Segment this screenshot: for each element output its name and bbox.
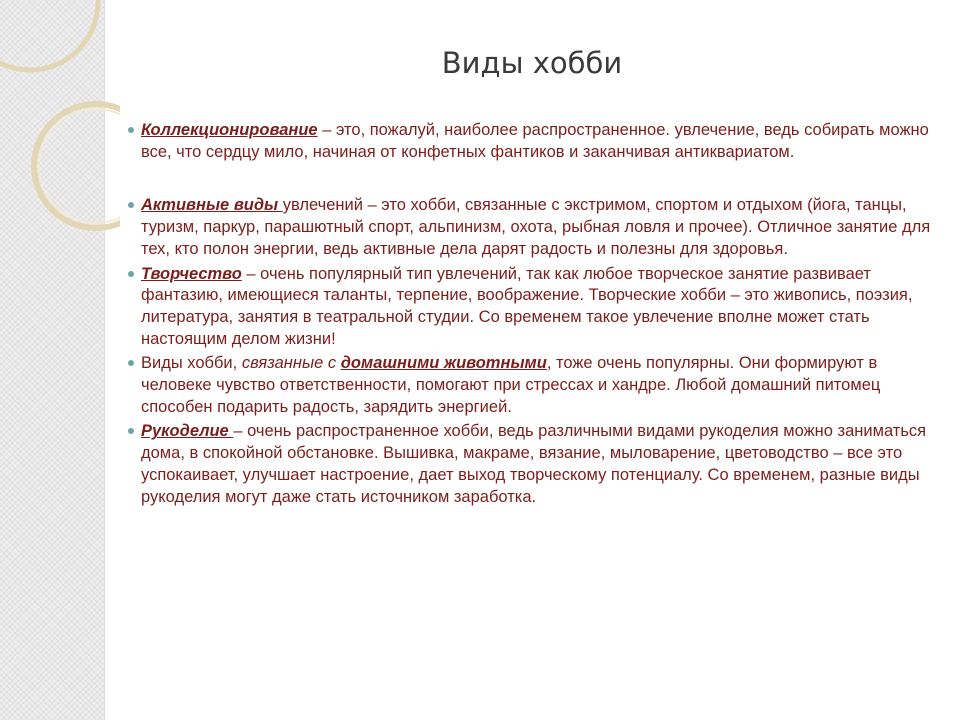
item-text: – очень распространенное хобби, ведь различными видами рукоделия можно заниматься дома, в спокойной обстановке. Вышивка, макраме, вязание, мыловарение, цветоводство – все это успокаивает, улучшает настроение, дает выход творческому потенциалу. Со временем, разные виды рукоделия могут даже стать источником заработка. xyxy=(141,422,927,506)
item-text: – очень популярный тип увлечений, так как любое творческое занятие развивает фантазию, имеющиеся таланты, терпение, воображение. Творческие хобби – это живопись, поэзия, литература, занятия в театральной студии. Со временем такое увлечение вполне может стать настоящим делом жизни! xyxy=(141,264,913,348)
item-text: , тоже очень популярны. Они формируют в человеке чувство ответственности, помогают при стрессах и хандре. Любой домашний питомец способен подарить радость, зарядить энергией. xyxy=(141,354,881,416)
item-text: увлечений – это хобби, связанные с экстримом, спортом и отдыхом (йога, танцы, туризм, паркур, парашютный спорт, альпинизм, охота, рыбная ловля и прочее). Отличное занятие для тех, кто полон энергии, ведь активные дела дарят радость и полезны для здоровья. xyxy=(141,196,931,258)
list-item-collecting xyxy=(128,120,938,163)
item-text: – это, пожалуй, наиболее распространенное. увлечение, ведь собирать можно все, что сердцу мило, начиная от конфетных фантиков и заканчивая антиквариатом. xyxy=(141,121,929,161)
bullet-icon xyxy=(128,360,134,366)
term-handicraft: Рукоделие xyxy=(141,422,234,441)
term-pets: домашними животными xyxy=(340,354,547,373)
list-item-handicraft xyxy=(128,421,938,508)
list-item-active xyxy=(128,195,938,260)
bullet-icon xyxy=(128,202,134,208)
term-creativity: Творчество xyxy=(141,264,242,283)
term-collecting: Коллекционирование xyxy=(141,121,318,139)
term-active: Активные виды xyxy=(141,196,283,215)
slide-title: Виды хобби xyxy=(441,46,623,80)
decorative-rings xyxy=(0,0,120,240)
bullet-icon xyxy=(128,271,134,277)
bullet-icon xyxy=(128,127,134,133)
decorative-ring-top xyxy=(0,0,98,70)
list-item-pets xyxy=(128,353,938,418)
list-item-creativity xyxy=(128,264,938,351)
bullet-icon xyxy=(128,428,134,434)
item-em: связанные с xyxy=(241,354,341,373)
decorative-ring-middle xyxy=(34,104,120,228)
item-prefix: Виды хобби, xyxy=(141,354,242,373)
hobby-list xyxy=(128,120,938,508)
